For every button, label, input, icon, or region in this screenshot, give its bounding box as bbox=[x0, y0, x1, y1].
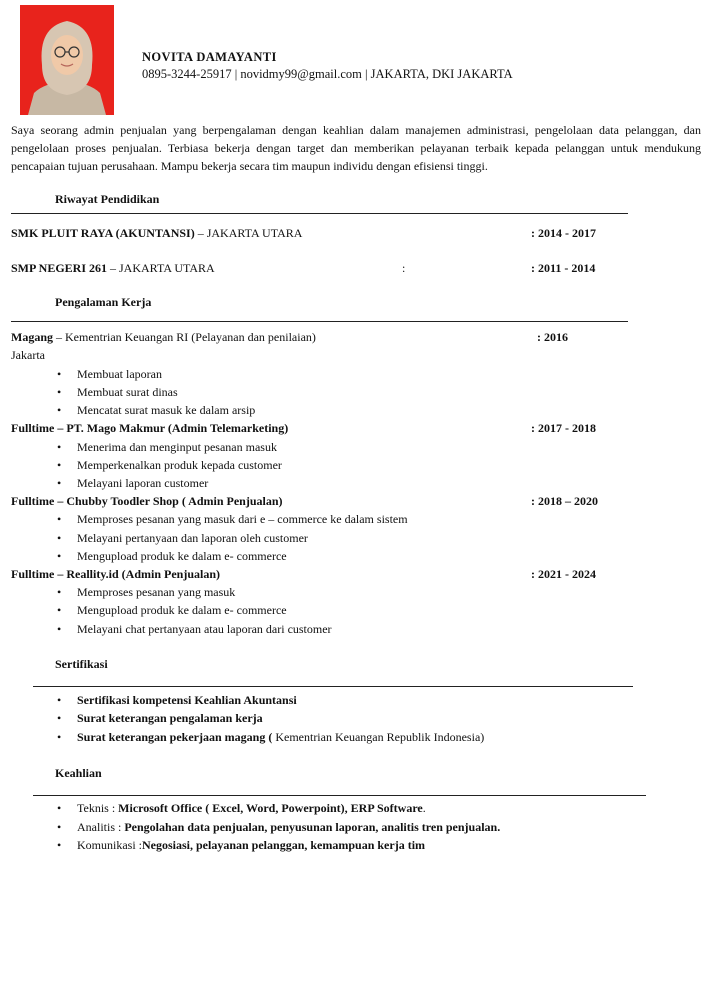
job-task: • Melayani laporan customer bbox=[57, 476, 209, 490]
section-title-skills: Keahlian bbox=[55, 766, 102, 780]
bullet-icon: • bbox=[57, 549, 62, 563]
education-period: : 2014 - 2017 bbox=[531, 226, 596, 240]
job-type: Fulltime bbox=[11, 421, 55, 435]
job-task: • Melayani pertanyaan dan laporan oleh customer bbox=[57, 531, 308, 545]
bullet-icon: • bbox=[57, 403, 62, 417]
school-name: SMP NEGERI 261 bbox=[11, 261, 108, 275]
skill-item: • Teknis : Microsoft Office ( Excel, Word, Powerpoint), ERP Software. bbox=[57, 801, 426, 815]
bullet-icon: • bbox=[57, 711, 62, 725]
job-period: : 2018 – 2020 bbox=[531, 494, 598, 508]
job-period: : 2017 - 2018 bbox=[531, 421, 596, 435]
job-period: : 2016 bbox=[537, 330, 568, 344]
bullet-icon: • bbox=[57, 801, 62, 815]
job-org: – PT. Mago Makmur (Admin Telemarketing) bbox=[54, 421, 289, 435]
job-title bbox=[11, 330, 316, 345]
bullet-icon: • bbox=[57, 622, 62, 636]
job-city: Jakarta bbox=[11, 348, 45, 362]
job-title bbox=[11, 494, 283, 509]
section-divider bbox=[11, 321, 628, 322]
school-location: – JAKARTA UTARA bbox=[107, 261, 215, 275]
separator-colon: : bbox=[402, 261, 406, 275]
portrait-illustration bbox=[20, 5, 114, 115]
bullet-icon: • bbox=[57, 476, 62, 490]
bullet-icon: • bbox=[57, 531, 62, 545]
profile-photo bbox=[20, 5, 114, 115]
job-org: – Chubby Toodler Shop ( Admin Penjualan) bbox=[54, 494, 283, 508]
job-task: • Mencatat surat masuk ke dalam arsip bbox=[57, 403, 256, 417]
school-name: SMK PLUIT RAYA (AKUNTANSI) bbox=[11, 226, 195, 240]
bullet-icon: • bbox=[57, 838, 62, 852]
job-task: • Memperkenalkan produk kepada customer bbox=[57, 458, 282, 472]
education-item bbox=[11, 226, 302, 241]
job-title bbox=[11, 567, 220, 582]
bullet-icon: • bbox=[57, 820, 62, 834]
certification-item: • Sertifikasi kompetensi Keahlian Akuntansi bbox=[57, 693, 297, 707]
bullet-icon: • bbox=[57, 603, 62, 617]
job-org: – Kementrian Keuangan RI (Pelayanan dan penilaian) bbox=[53, 330, 316, 344]
certification-item: • Surat keterangan pengalaman kerja bbox=[57, 711, 263, 725]
school-location: – JAKARTA UTARA bbox=[194, 226, 303, 240]
job-org: – Reallity.id (Admin Penjualan) bbox=[54, 567, 221, 581]
bullet-icon: • bbox=[57, 385, 62, 399]
skill-item: • Analitis : Pengolahan data penjualan, penyusunan laporan, analitis tren penjualan. bbox=[57, 820, 501, 834]
candidate-name: NOVITA DAMAYANTI bbox=[142, 50, 277, 64]
job-type: Fulltime bbox=[11, 494, 55, 508]
skill-item: • Komunikasi :Negosiasi, pelayanan pelanggan, kemampuan kerja tim bbox=[57, 838, 426, 852]
job-task: • Membuat surat dinas bbox=[57, 385, 178, 399]
bullet-icon: • bbox=[57, 730, 62, 744]
section-divider bbox=[33, 795, 646, 796]
job-task: • Mengupload produk ke dalam e- commerce bbox=[57, 603, 287, 617]
job-task: • Mengupload produk ke dalam e- commerce bbox=[57, 549, 287, 563]
bullet-icon: • bbox=[57, 367, 62, 381]
job-type: Fulltime bbox=[11, 567, 55, 581]
section-divider bbox=[33, 686, 633, 687]
section-title-certification: Sertifikasi bbox=[55, 657, 108, 671]
job-type: Magang bbox=[11, 330, 53, 344]
job-task: • Melayani chat pertanyaan atau laporan dari customer bbox=[57, 622, 332, 636]
job-title bbox=[11, 421, 288, 436]
job-period: : 2021 - 2024 bbox=[531, 567, 596, 581]
bullet-icon: • bbox=[57, 512, 62, 526]
bullet-icon: • bbox=[57, 693, 62, 707]
section-title-experience: Pengalaman Kerja bbox=[55, 295, 152, 309]
contact-info: 0895-3244-25917 | novidmy99@gmail.com | JAKARTA, DKI JAKARTA bbox=[142, 67, 513, 81]
certification-item: • Surat keterangan pekerjaan magang ( Kementrian Keuangan Republik Indonesia) bbox=[57, 730, 485, 744]
section-title-education: Riwayat Pendidikan bbox=[55, 192, 160, 206]
profile-summary: Saya seorang admin penjualan yang berpengalaman dengan keahlian dalam manajemen administrasi, pengelolaan data pelanggan, dan pengelolaan proses penjualan. Terbiasa bekerja dengan target dan memberikan pelayanan terbaik kepada pelanggan untuk mendukung pencapaian tujuan perusahaan. Mampu bekerja secara tim maupun individu dengan efisiensi tinggi. bbox=[11, 123, 701, 173]
bullet-icon: • bbox=[57, 440, 62, 454]
job-task: • Memproses pesanan yang masuk bbox=[57, 585, 236, 599]
bullet-icon: • bbox=[57, 585, 62, 599]
education-period: : 2011 - 2014 bbox=[531, 261, 596, 275]
education-item bbox=[11, 261, 215, 276]
bullet-icon: • bbox=[57, 458, 62, 472]
job-task: • Menerima dan menginput pesanan masuk bbox=[57, 440, 277, 454]
job-task: • Memproses pesanan yang masuk dari e – commerce ke dalam sistem bbox=[57, 512, 408, 526]
job-task: • Membuat laporan bbox=[57, 367, 162, 381]
section-divider bbox=[11, 213, 628, 214]
